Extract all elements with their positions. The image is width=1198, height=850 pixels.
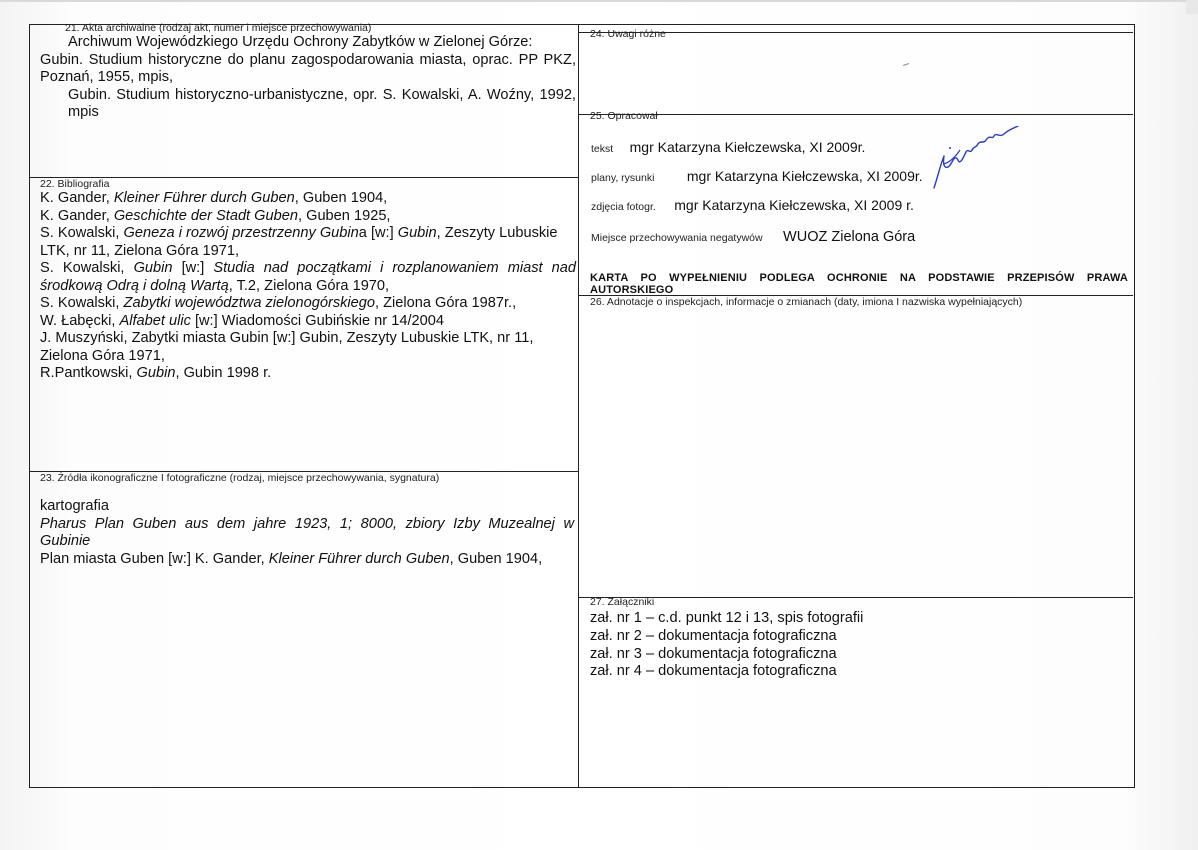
- negatives-label: Miejsce przechowywania negatywów: [591, 232, 763, 244]
- icon-source-1-text: Pharus Plan Guben aus dem jahre 1923, 1; 8000, zbiory Izby Muzealnej w Gubinie: [40, 515, 574, 549]
- icon-source-2-title: Kleiner Führer durch Guben: [268, 550, 450, 567]
- author-photos-value: mgr Katarzyna Kiełczewska, XI 2009 r.: [674, 197, 914, 213]
- section-22: [40, 178, 576, 383]
- icon-source-1: [40, 516, 574, 551]
- divider-24-25: [579, 114, 1133, 115]
- section-24-header: 24. Uwagi różne: [590, 28, 666, 40]
- author-photos-row: [591, 197, 914, 215]
- bib-2-c: , Guben 1925,: [297, 207, 391, 224]
- section-21: [40, 22, 576, 122]
- author-plans-row: [591, 168, 923, 186]
- bib-entry-1: [40, 190, 576, 208]
- bib-5-title: Zabytki województwa zielonogórskiego: [123, 295, 376, 311]
- bib-3-d: Gubin: [397, 225, 437, 241]
- negatives-row: [591, 228, 915, 246]
- author-text-label: tekst: [591, 143, 614, 155]
- author-photos-label: zdjęcia fotogr.: [591, 201, 656, 213]
- bib-6-c: [w:] Wiadomości Gubińskie nr 14/2004: [190, 312, 444, 329]
- section-23: [40, 472, 574, 568]
- bib-4-title: Studia nad początkami i rozplanowaniem miast nad środkową Odrą i dolną Wartą: [40, 260, 577, 294]
- bib-1-c: , Guben 1904,: [294, 190, 388, 206]
- section-26-header: 26. Adnotacje o inspekcjach, informacje o zmianach (daty, imiona I nazwiska wypełniających): [590, 296, 1023, 308]
- negatives-value: WUOZ Zielona Góra: [783, 229, 916, 245]
- attachment-item: zał. nr 2 – dokumentacja fotograficzna: [590, 627, 837, 644]
- attachment-item: zał. nr 3 – dokumentacja fotograficzna: [590, 645, 837, 662]
- bib-8-c: , Gubin 1998 r.: [175, 365, 272, 381]
- bib-entry-4: [40, 260, 576, 295]
- scan-corner: [1186, 0, 1198, 14]
- bib-8-a: R.Pantkowski,: [40, 365, 137, 381]
- bib-3-c: a [w:]: [358, 225, 398, 241]
- section-25-header: 25. Opracował: [590, 110, 658, 122]
- bib-2-title: Geschichte der Stadt Guben: [113, 207, 298, 224]
- bib-4-a: S. Kowalski,: [40, 260, 134, 276]
- author-text-value: mgr Katarzyna Kiełczewska, XI 2009r.: [629, 139, 866, 155]
- bib-5-c: , Zielona Góra 1987r.,: [375, 295, 517, 311]
- section-26: [590, 296, 1130, 308]
- section-23-header: 23. Źródła ikonograficzne I fotograficzne (rodzaj, miejsce przechowywania, sygnatura): [40, 472, 440, 484]
- bib-8-title: Gubin: [136, 365, 176, 381]
- column-divider: [578, 24, 579, 787]
- bib-1-a: K. Gander,: [40, 190, 114, 206]
- author-plans-label: plany, rysunki: [591, 172, 655, 184]
- attachment-item: zał. nr 1 – c.d. punkt 12 i 13, spis fotografii: [590, 610, 864, 626]
- bib-4-c: [w:]: [172, 260, 214, 276]
- bib-1-title: Kleiner Führer durch Guben: [113, 190, 295, 206]
- bib-4-b: Gubin: [133, 260, 173, 276]
- bib-5-a: S. Kowalski,: [40, 295, 124, 311]
- archive-line-3: [40, 87, 576, 122]
- icon-source-2-a: Plan miasta Guben [w:] K. Gander,: [40, 550, 269, 567]
- bib-entry-5: [40, 295, 576, 313]
- bib-entry-2: [40, 208, 576, 226]
- bib-entry-3: [40, 225, 576, 260]
- bib-3-a: S. Kowalski,: [40, 225, 124, 241]
- icon-source-type: kartografia: [40, 498, 109, 514]
- section-25-header-cell: [590, 110, 658, 122]
- bib-entry-8: [40, 365, 576, 383]
- scan-edge-top: [0, 0, 1198, 2]
- archive-line-2: Gubin. Studium historyczne do planu zagospodarowania miasta, oprac. PP PKZ, Poznań, 1955, mpis,: [40, 51, 576, 85]
- bib-2-a: K. Gander,: [40, 207, 114, 224]
- author-plans-value: mgr Katarzyna Kiełczewska, XI 2009r.: [686, 168, 923, 184]
- handwritten-signature: [930, 126, 1020, 196]
- archive-line-1: Archiwum Wojewódzkiego Urzędu Ochrony Zabytków w Zielonej Górze:: [68, 34, 533, 50]
- bib-3-e: , Zeszyty Lubuskie LTK, nr 11, Zielona Góra 1971,: [40, 225, 558, 259]
- bib-entry-6: [40, 313, 576, 331]
- author-text-row: [591, 139, 865, 157]
- attachment-item: zał. nr 4 – dokumentacja fotograficzna: [590, 663, 837, 680]
- section-24: [590, 28, 666, 40]
- icon-source-2-c: , Guben 1904,: [449, 550, 543, 567]
- icon-source-2: [40, 551, 574, 569]
- bib-3-title: Geneza i rozwój przestrzenny Gubin: [123, 225, 359, 241]
- copyright-note: KARTA PO WYPEŁNIENIU PODLEGA OCHRONIE NA PODSTAWIE PRZEPISÓW PRAWA AUTORSKIEGO: [590, 272, 1128, 296]
- section-27-header: 27. Załączniki: [590, 596, 655, 608]
- archive-line-3-text: Gubin. Studium historyczno-urbanistyczne, opr. S. Kowalski, A. Woźny, 1992, mpis: [68, 86, 576, 120]
- section-27: [590, 596, 1130, 681]
- bib-6-title: Alfabet ulic: [119, 312, 191, 329]
- bib-4-e: , T.2, Zielona Góra 1970,: [228, 277, 390, 294]
- section-22-header: 22. Bibliografia: [40, 178, 110, 190]
- section-21-header: 21. Akta archiwalne (rodzaj akt, numer i miejsce przechowywania): [65, 22, 372, 34]
- bib-entry-7: J. Muszyński, Zabytki miasta Gubin [w:] Gubin, Zeszyty Lubuskie LTK, nr 11, Zielona Góra 1971,: [40, 330, 534, 364]
- bib-6-a: W. Łabęcki,: [40, 312, 120, 329]
